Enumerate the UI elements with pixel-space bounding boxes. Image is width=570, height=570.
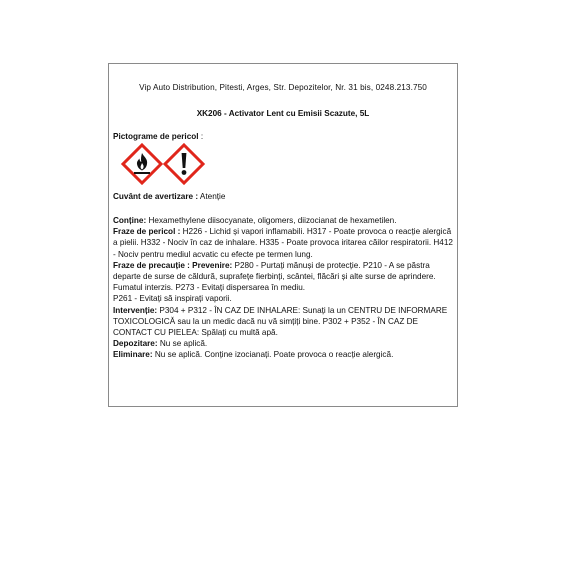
section-response bbox=[113, 305, 453, 339]
flame-pictogram-icon bbox=[121, 143, 163, 185]
section-heading: Intervenție: bbox=[113, 305, 158, 315]
section-text: Nu se aplică. Conține izocianați. Poate provoca o reacție alergică. bbox=[152, 350, 394, 360]
signal-heading: Cuvânt de avertizare : bbox=[113, 192, 199, 201]
section-heading: Depozitare: bbox=[113, 339, 158, 349]
section-text: P304 + P312 - ÎN CAZ DE INHALARE: Sunați la un CENTRU DE INFORMARE TOXICOLOGICĂ sau la un medic dacă nu vă simțiți bine. P302 + P352 - ÎN CAZ DE CONTACT CU PIELEA: Spălați cu multă apă. bbox=[113, 305, 448, 338]
pictograms-heading-text: Pictograme de pericol bbox=[113, 132, 199, 141]
section-hazard-statements bbox=[113, 226, 453, 260]
section-contains bbox=[113, 215, 453, 226]
label-sections bbox=[113, 215, 453, 361]
section-text: Nu se aplică. bbox=[157, 339, 208, 349]
section-heading: Eliminare: bbox=[113, 350, 153, 360]
section-text: Hexamethylene diisocyanate, oligomers, diizocianat de hexametilen. bbox=[146, 216, 397, 225]
company-info: Vip Auto Distribution, Pitesti, Arges, Str. Depozitelor, Nr. 31 bis, 0248.213.750 bbox=[139, 83, 427, 92]
pictograms-heading-colon: : bbox=[198, 132, 204, 141]
hazard-label bbox=[108, 63, 458, 407]
section-prevention bbox=[113, 260, 453, 294]
section-storage bbox=[113, 338, 453, 349]
section-heading: Fraze de precauție : Prevenire: bbox=[113, 260, 233, 270]
signal-value: Atenție bbox=[198, 192, 226, 201]
pictograms-heading bbox=[113, 132, 453, 141]
signal-word bbox=[113, 192, 453, 201]
exclamation-pictogram-icon bbox=[163, 143, 205, 185]
section-text: P280 - Purtați mănuși de protecție. P210 - A se păstra departe de surse de căldură, suprafețe fierbinți, scântei, flăcări și alte surse de aprindere. Fumatul interzis. P273 - Evitați dispersarea în mediu. bbox=[113, 260, 436, 293]
section-heading: Conține: bbox=[113, 216, 147, 225]
product-title: XK206 - Activator Lent cu Emisii Scazute, 5L bbox=[196, 109, 370, 118]
section-disposal bbox=[113, 349, 453, 360]
section-text: H226 - Lichid și vapori inflamabili. H317 - Poate provoca o reacție alergică a pielii. H332 - Nociv în caz de inhalare. H335 - Poate provoca iritarea căilor respiratorii. H412 - Nociv pentru mediul acvatic cu efecte pe termen lung. bbox=[113, 227, 453, 259]
pictogram-row bbox=[121, 143, 453, 185]
section-text: P261 - Evitați să inspirați vaporii. bbox=[113, 294, 232, 304]
section-heading: Fraze de pericol : bbox=[113, 227, 181, 237]
section-prevention-extra bbox=[113, 293, 453, 304]
